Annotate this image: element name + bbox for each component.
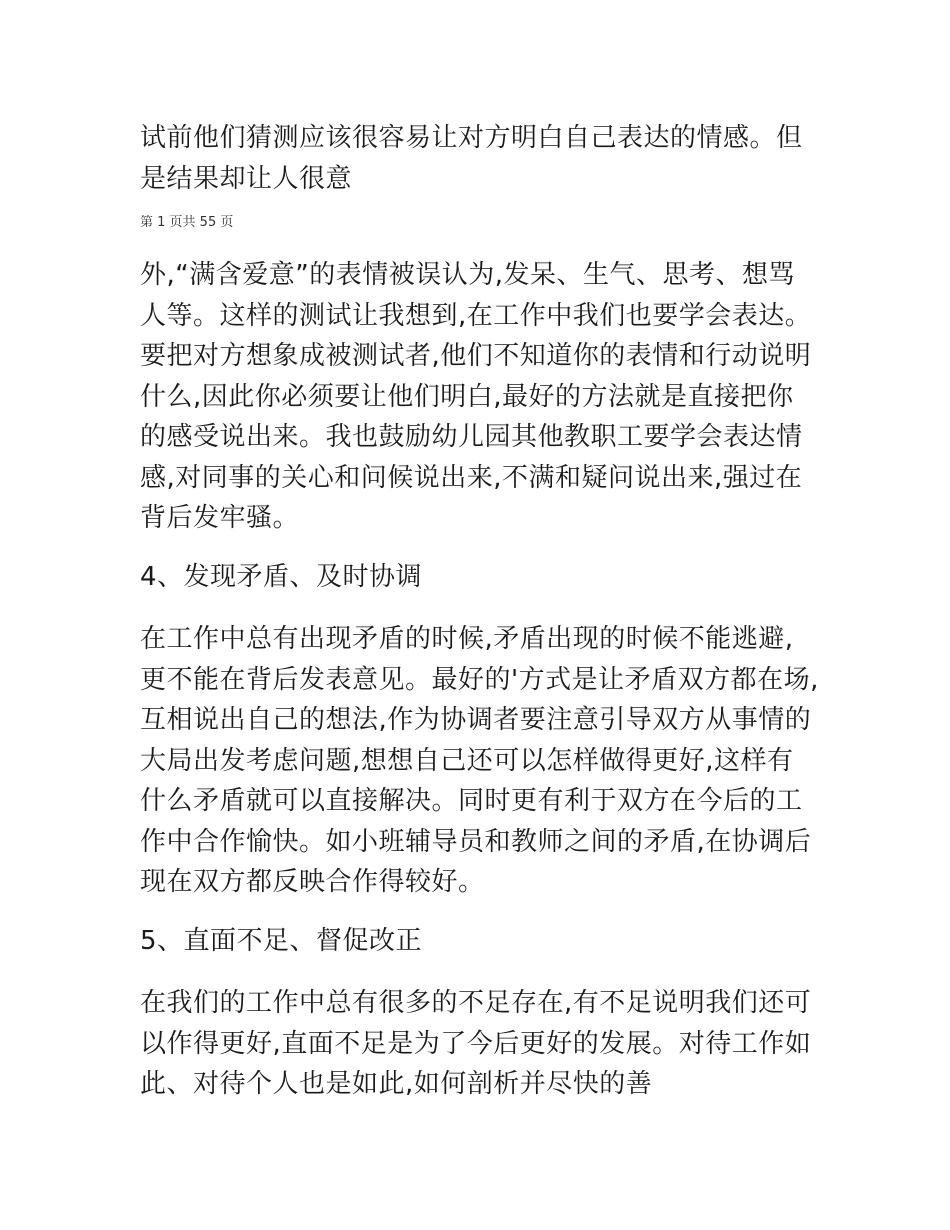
section-heading-4: 4、发现矛盾、及时协调 [140,561,423,592]
page-footer: 第 1 页共 55 页 [140,215,234,230]
section-heading-5: 5、直面不足、督促改正 [140,925,423,956]
paragraph-conflict: 在工作中总有出现矛盾的时候,矛盾出现的时候不能逃避,更不能在背后发表意见。最好的'方式是让矛盾双方都在场,互相说出自己的想法,作为协调者要注意引导双方从事情的大局出发考虑问题,想想自己还可以怎样做得更好,这样有什么矛盾就可以直接解决。同时更有利于双方在今后的工作中合作愉快。如小班辅导员和教师之间的矛盾,在协调后现在双方都反映合作得较好。 [140,624,819,897]
document-page [140,118,820,1105]
spacer [140,903,820,921]
spacer [140,539,820,557]
paragraph-shortcomings: 在我们的工作中总有很多的不足存在,有不足说明我们还可以作得更好,直面不足是为了今后更好的发展。对待工作如此、对待个人也是如此,如何剖析并尽快的善 [140,988,812,1099]
spacer [140,961,820,983]
paragraph-expression: 外,“满含爱意”的表情被误认为,发呆、生气、思考、想骂人等。这样的测试让我想到,在工作中我们也要学会表达。要把对方想象成被测试者,他们不知道你的表情和行动说明什么,因此你必须要让他们明白,最好的方法就是直接把你的感受说出来。我也鼓励幼儿园其他教职工要学会表达情感,对同事的关心和问候说出来,不满和疑问说出来,强过在背后发牢骚。 [140,260,812,533]
paragraph-top: 试前他们猜测应该很容易让对方明白自己表达的情感。但是结果却让人很意 [140,123,803,194]
spacer [140,597,820,619]
